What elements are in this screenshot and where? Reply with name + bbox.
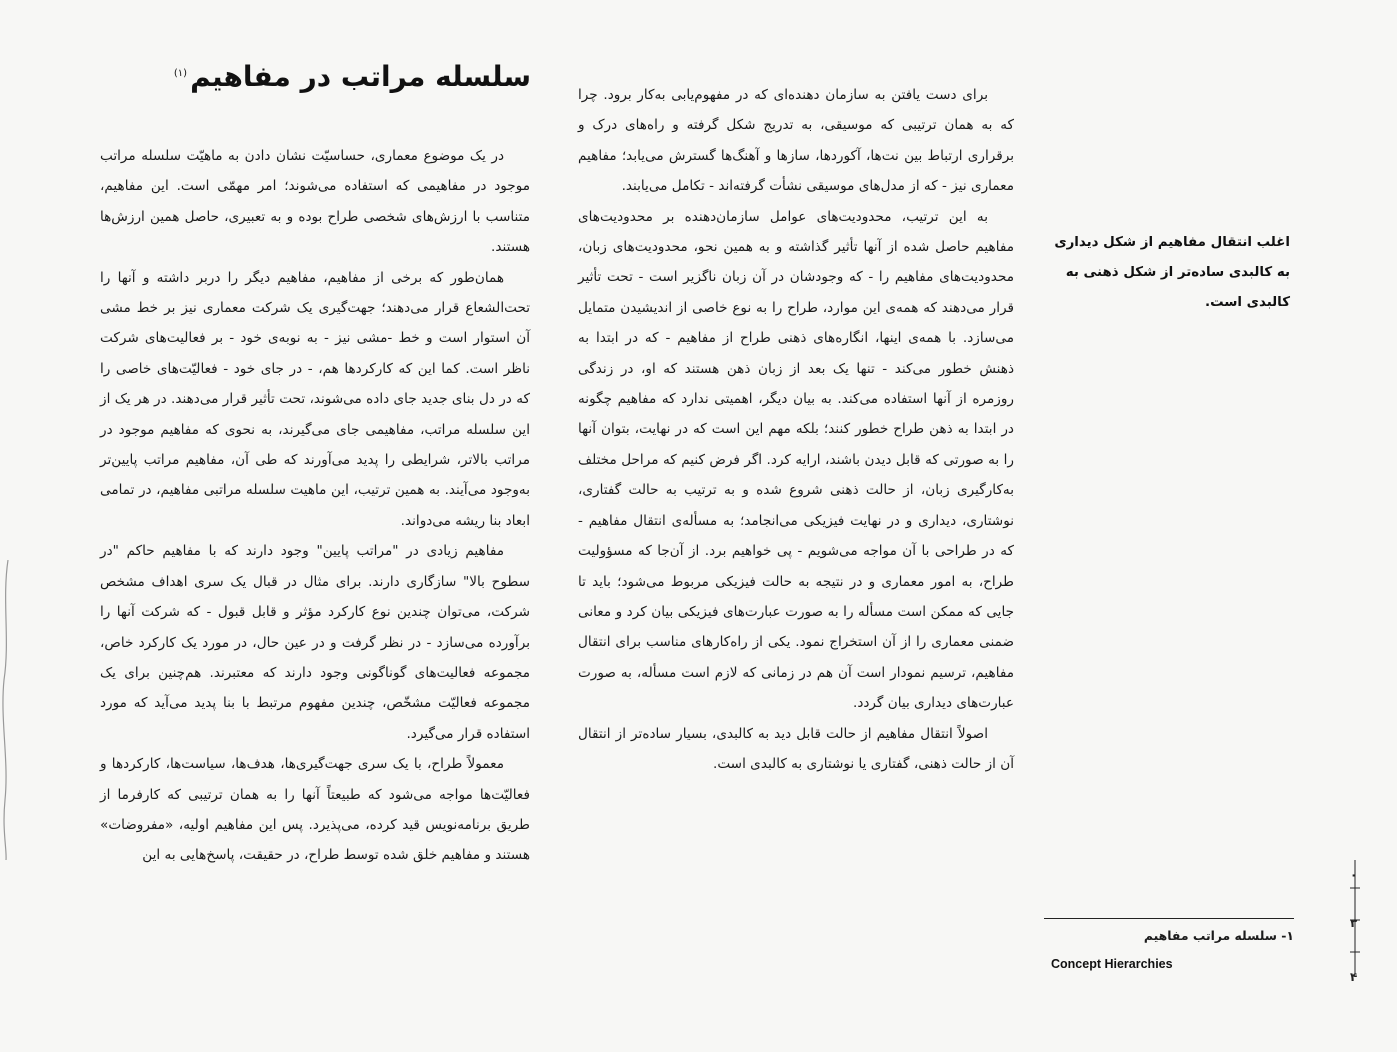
title-text: سلسله مراتب در مفاهیم: [190, 60, 531, 93]
page-title: [174, 60, 531, 93]
footnote: ۱- سلسله مراتب مفاهیم: [1143, 928, 1294, 943]
page-edge-shadow-icon: [0, 560, 14, 860]
paragraph: در یک موضوع معماری، حساسیّت نشان دادن به ماهیّت سلسله مراتب موجود در مفاهیمی که استفاده می‌شوند؛ امر مهمّی است. این مفاهیم، متناسب با ارزش‌های شخصی طراح بوده و به تعبیری، حاصل همین ارزش‌ها هستند.: [100, 148, 530, 256]
pull-quote: اغلب انتقال مفاهیم از شکل دیداری به کالبدی ساده‌تر از شکل ذهنی به کالبدی است.: [1054, 235, 1290, 310]
paragraph: به این ترتیب، محدودیت‌های عوامل سازمان‌دهنده بر محدودیت‌های مفاهیم حاصل شده از آنها تأثیر گذاشته و به همین نحو، محدودیت‌های زبان، محدودیت‌های مفاهیم را - که وجودشان در آن زبان ناگزیر است - تحت تأثیر قرار می‌دهند که همه‌ی این موارد، طراح را به نوع خاصی از اندیشیدن متمایل می‌سازد. با همه‌ی اینها، انگاره‌های ذهنی طراح از مفاهیم - که در ابتدا به ذهنش خطور می‌کند - تنها یک بعد از زبان ذهن هستند که او، در زندگی روزمره از آنها استفاده می‌کند. به بیان دیگر، اهمیتی ندارد که مفاهیم چگونه در ابتدا به ذهن طراح خطور کنند؛ بلکه مهم این است که در نهایت، بتوان آنها را به صورتی که قابل دیدن باشند، ارایه کرد. اگر فرض کنیم که مراحل مختلف به‌کارگیری زبان، از حالت ذهنی شروع شده و به ترتیب به حالت گفتاری، نوشتاری، دیداری و در نهایت فیزیکی می‌انجامد؛ به مسأله‌ی انتقال مفاهیم - که در طراحی با آن مواجه می‌شویم - پی خواهیم برد. از آن‌جا که مسؤولیت طراح، به امور معماری و در نتیجه به حالت فیزیکی مربوط می‌شود؛ باید تا جایی که ممکن است مسأله را به صورت عبارت‌های فیزیکی بیان کرد و معانی ضمنی معماری را از آن استخراج نمود. یکی از راه‌کارهای مناسب برای انتقال مفاهیم، ترسیم نمودار است آن هم در زمانی که لازم است مسأله، به صورت عبارت‌های دیداری بیان گردد.: [578, 208, 1014, 712]
title-footnote-ref: (۱): [173, 67, 188, 79]
paragraph: مفاهیم زیادی در "مراتب پایین" وجود دارند که با مفاهیم حاکم "در سطوح بالا" سازگاری دارند. برای مثال در قبال یک سری اهداف مشخص شرکت، می‌توان چندین نوع کارکرد مؤثر و قابل قبول - که شرکت آنها را برآورده می‌سازد - در نظر گرفت و در عین حال، در مورد یک کارکرد خاص، مجموعه فعالیت‌های گوناگونی وجود دارند که معتبرند. هم‌چنین برای یک مجموعه فعالیّت مشخّص، چندین مفهوم مرتبط با بنا پدید می‌آید که مورد استفاده قرار می‌گیرد.: [100, 543, 530, 742]
paragraph: همان‌طور که برخی از مفاهیم، مفاهیم دیگر را دربر داشته و آنها را تحت‌الشعاع قرار می‌دهند؛ جهت‌گیری یک شرکت معماری نیز بر خط مشی آن استوار است و خط -مشی نیز - به نوبه‌ی خود - بر فعالیت‌های شرکت ناظر است. کما این که کارکردها هم، - در جای خود - فعالیّت‌های خاصی را که در دل بنای جدید جای داده می‌شوند، تحت تأثیر قرار می‌دهند. در هر یک از این سلسله مراتب، مفاهیمی جای می‌گیرند، به نحوی که مفاهیم موجود در مراتب بالاتر، شرایطی را پدید می‌آورند که طی آن، مفاهیم مراتب پایین‌تر به‌وجود می‌آیند. به همین ترتیب، این ماهیت سلسله مراتبی مفاهیم، در تمامی ابعاد بنا ریشه می‌دواند.: [100, 269, 530, 529]
page-marker-number: ۰: [1350, 868, 1358, 882]
page-marker-number: ۳: [1350, 916, 1358, 930]
left-text-column: [100, 141, 530, 871]
footnote-english: Concept Hierarchies: [1051, 957, 1173, 971]
page-marker-number: ۴: [1350, 970, 1358, 984]
paragraph: اصولاً انتقال مفاهیم از حالت قابل دید به کالبدی، بسیار ساده‌تر از انتقال آن از حالت ذهنی، گفتاری یا نوشتاری به کالبدی است.: [578, 725, 1014, 772]
footnote-divider: [1044, 918, 1294, 919]
paragraph: برای دست یافتن به سازمان دهنده‌ای که در مفهوم‌یابی به‌کار برود. چرا که به همان ترتیبی که موسیقی، به تدریج شکل گرفته و راه‌های درک و برقراری ارتباط بین نت‌ها، آکوردها، سازها و آهنگ‌ها گسترش می‌یابد؛ مفاهیم معماری نیز - که از مدل‌های موسیقی نشأت گرفته‌اند - تکامل می‌یابند.: [578, 87, 1014, 195]
paragraph: معمولاً طراح، با یک سری جهت‌گیری‌ها، هدف‌ها، سیاست‌ها، کارکردها و فعالیّت‌ها مواجه می‌شود که طبیعتاً آنها را به همان ترتیبی که کارفرما از طریق برنامه‌نویس قید کرده، می‌پذیرد. پس این مفاهیم اولیه، «مفروضات» هستند و مفاهیم خلق شده توسط طراح، در حقیقت، پاسخ‌هایی به این: [100, 756, 530, 864]
middle-text-column: [578, 80, 1014, 779]
